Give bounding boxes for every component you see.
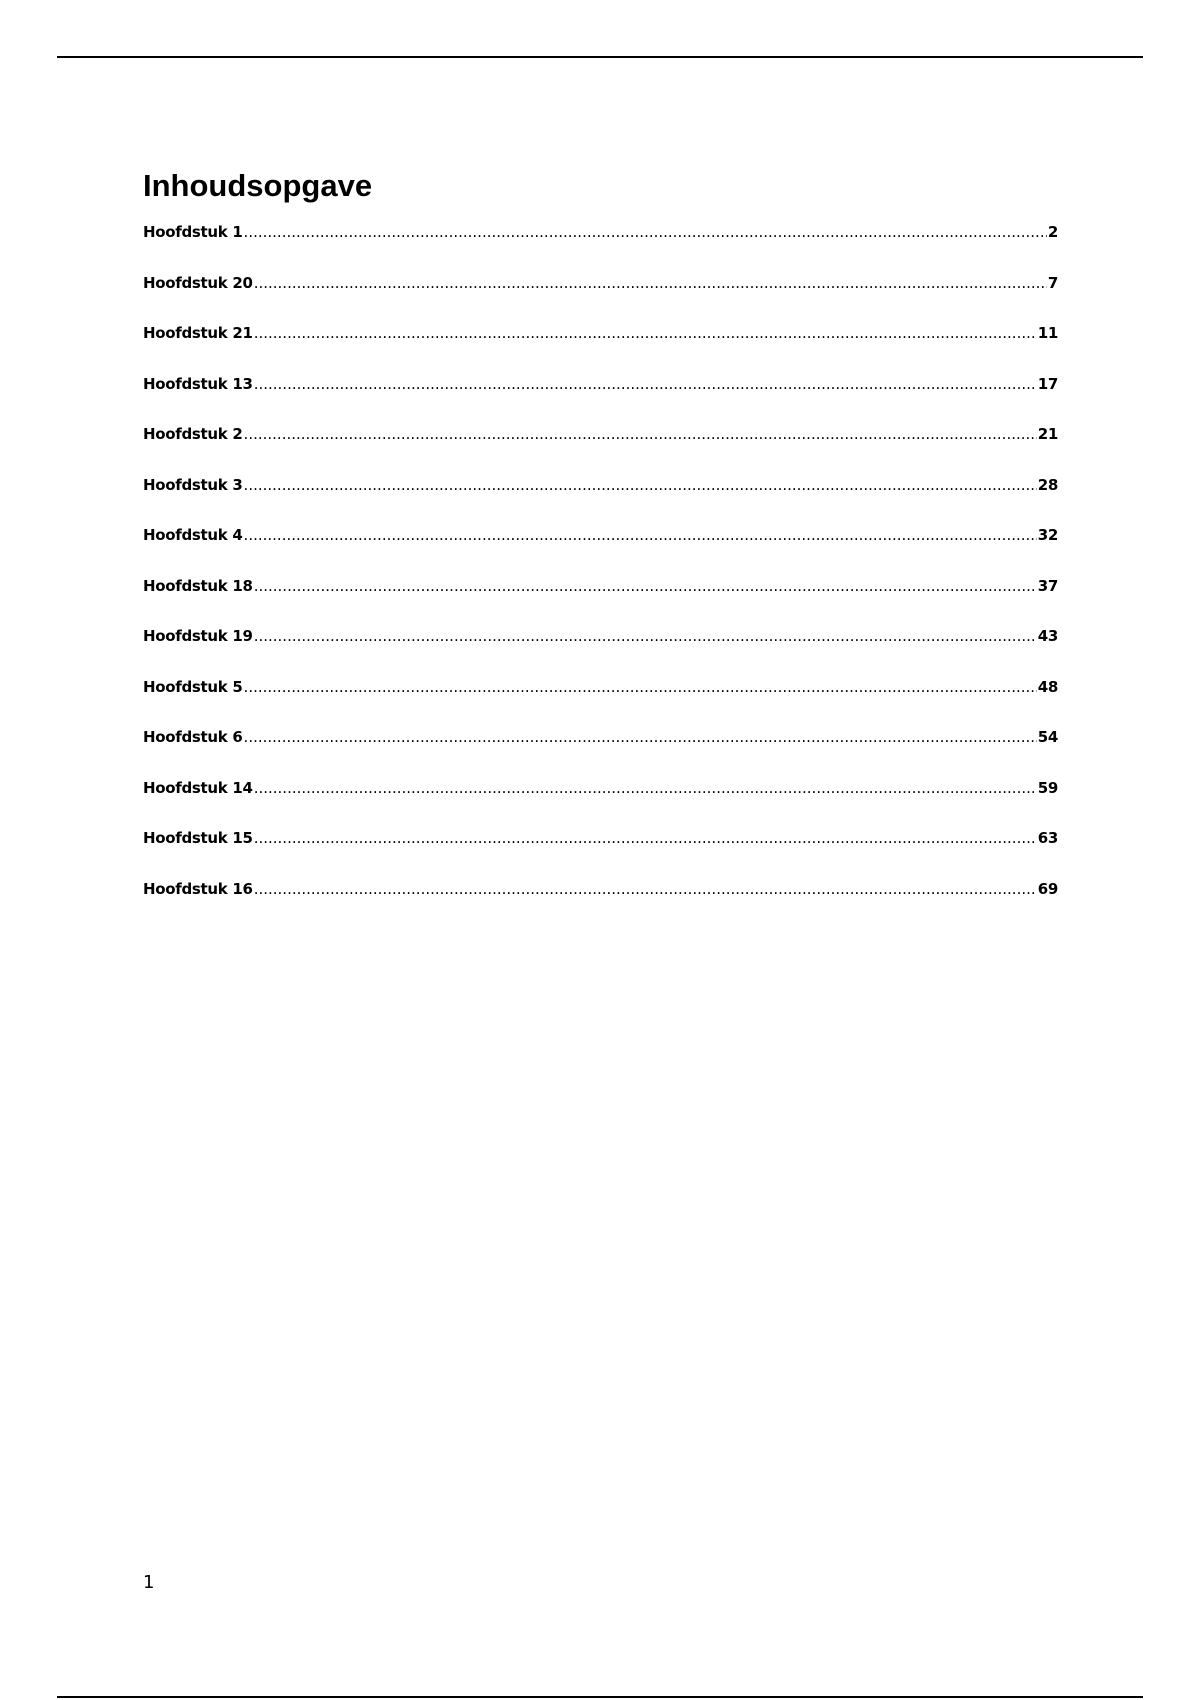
toc-entry-label: Hoofdstuk 2 <box>143 425 243 443</box>
toc-entry[interactable] <box>143 374 1058 425</box>
toc-entry[interactable] <box>143 576 1058 627</box>
toc-title: Inhoudsopgave <box>143 168 373 203</box>
toc-dot-leader <box>254 576 1037 596</box>
toc-entry[interactable] <box>143 222 1058 273</box>
toc-entry-page: 43 <box>1037 627 1058 645</box>
toc-entry-page: 32 <box>1037 526 1058 544</box>
toc-entry-page: 21 <box>1037 425 1058 443</box>
toc-entry[interactable] <box>143 828 1058 879</box>
toc-entry[interactable] <box>143 879 1058 930</box>
toc-entry[interactable] <box>143 273 1058 324</box>
toc-entry-page: 2 <box>1047 223 1058 241</box>
toc-entry-label: Hoofdstuk 3 <box>143 475 243 494</box>
toc-entry-label: Hoofdstuk 19 <box>143 627 253 645</box>
toc-entry[interactable] <box>143 778 1058 829</box>
toc-entry-label: Hoofdstuk 4 <box>143 526 243 544</box>
toc-entry[interactable] <box>143 677 1058 728</box>
toc-entry-page: 59 <box>1037 778 1058 797</box>
toc-entry-label: Hoofdstuk 21 <box>143 324 253 342</box>
footer-rule <box>57 1696 1143 1698</box>
toc-dot-leader <box>244 525 1037 545</box>
toc-entry-label: Hoofdstuk 20 <box>143 273 253 292</box>
toc-dot-leader <box>254 273 1047 293</box>
toc-dot-leader <box>244 677 1037 697</box>
toc-dot-leader <box>254 374 1037 394</box>
toc-dot-leader <box>254 828 1037 848</box>
toc-entry-label: Hoofdstuk 1 <box>143 223 243 241</box>
toc-dot-leader <box>254 323 1037 343</box>
toc-entry-page: 37 <box>1037 576 1058 595</box>
toc-entry-label: Hoofdstuk 6 <box>143 728 243 746</box>
table-of-contents <box>143 164 1058 929</box>
toc-entry-label: Hoofdstuk 15 <box>143 829 253 847</box>
toc-dot-leader <box>244 222 1047 242</box>
toc-entry-page: 7 <box>1047 273 1058 292</box>
toc-entry[interactable] <box>143 323 1058 374</box>
toc-entry[interactable] <box>143 424 1058 475</box>
toc-dot-leader <box>244 475 1037 495</box>
header-rule <box>57 56 1143 58</box>
toc-entry-label: Hoofdstuk 16 <box>143 879 253 898</box>
toc-entry-label: Hoofdstuk 5 <box>143 677 243 696</box>
toc-entry-page: 48 <box>1037 677 1058 696</box>
toc-entry-label: Hoofdstuk 18 <box>143 576 253 595</box>
toc-entry-label: Hoofdstuk 14 <box>143 778 253 797</box>
toc-entry[interactable] <box>143 626 1058 677</box>
toc-dot-leader <box>254 778 1037 798</box>
footer-page-number: 1 <box>143 1572 155 1593</box>
toc-entry[interactable] <box>143 525 1058 576</box>
toc-entry-page: 28 <box>1037 475 1058 494</box>
toc-entry-page: 11 <box>1037 324 1058 342</box>
toc-dot-leader <box>244 727 1037 747</box>
toc-dot-leader <box>244 424 1037 444</box>
toc-entry[interactable] <box>143 475 1058 526</box>
toc-list <box>143 222 1058 929</box>
toc-dot-leader <box>254 626 1037 646</box>
toc-entry-page: 17 <box>1037 374 1058 393</box>
toc-dot-leader <box>254 879 1037 899</box>
toc-entry-label: Hoofdstuk 13 <box>143 374 253 393</box>
toc-entry-page: 54 <box>1037 728 1058 746</box>
toc-entry[interactable] <box>143 727 1058 778</box>
toc-entry-page: 69 <box>1037 879 1058 898</box>
toc-entry-page: 63 <box>1037 829 1058 847</box>
